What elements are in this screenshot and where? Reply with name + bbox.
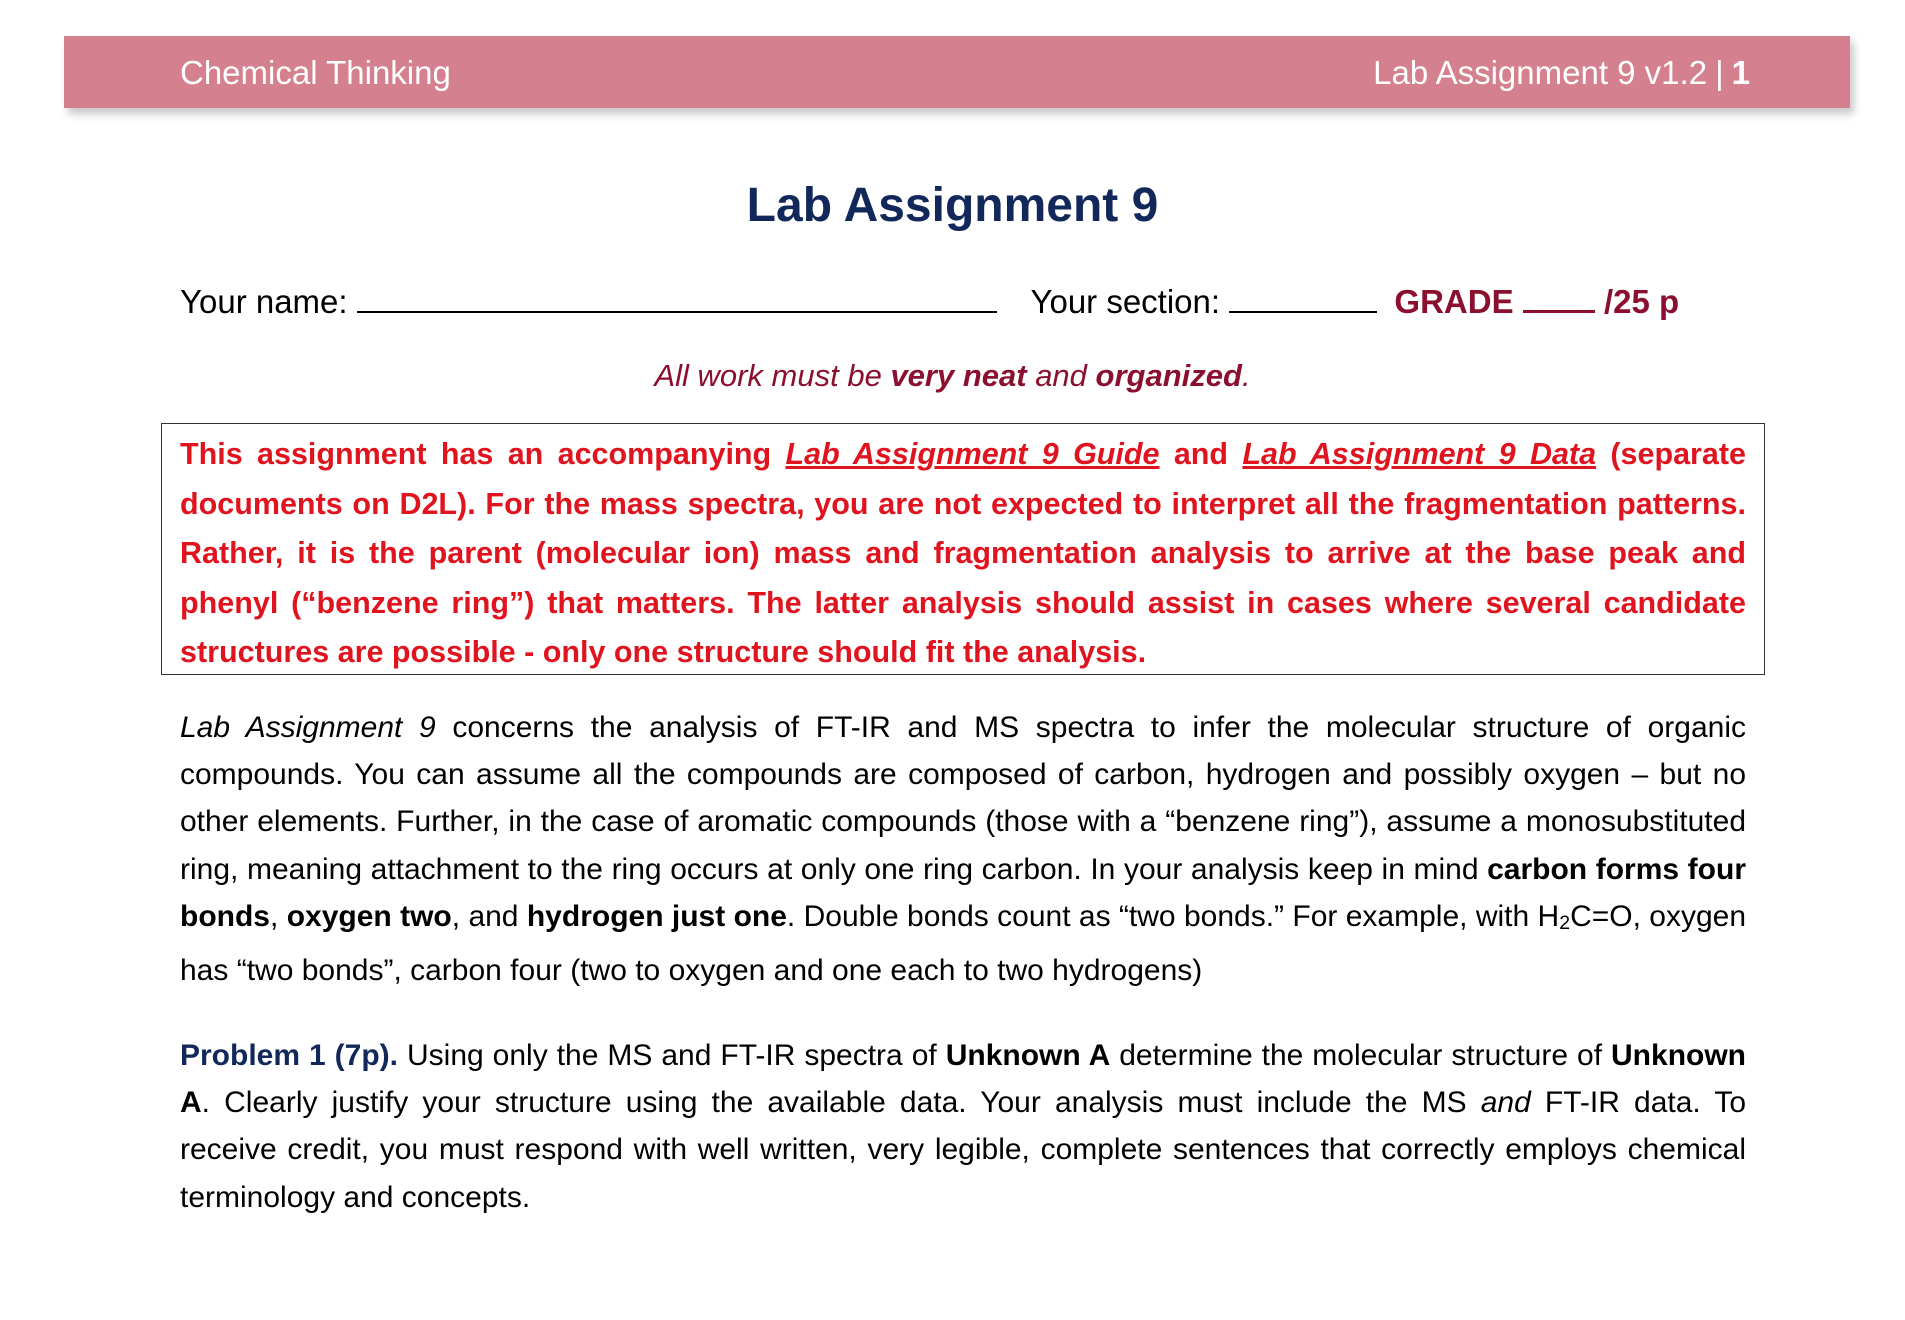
- name-field[interactable]: [357, 281, 997, 313]
- notice-box: [161, 423, 1765, 675]
- header-separator: |: [1715, 54, 1724, 91]
- header-bar: [64, 36, 1850, 108]
- name-line: [180, 280, 1679, 321]
- notice-text: This assignment has an accompanying Lab Assignment 9 Guide and Lab Assignment 9 Data (separate documents on D2L). For the mass spectra, you are not expected to interpret all the fragmentation patterns. Rather, it is the parent (molecular ion) mass and fragmentation analysis to arrive at the base peak and phenyl (“benzene ring”) that matters. The latter analysis should assist in cases where several candidate structures are possible - only one structure should fit the analysis.: [180, 437, 1747, 669]
- grade-total: /25 p: [1603, 283, 1680, 320]
- intro-paragraph: Lab Assignment 9 concerns the analysis of FT-IR and MS spectra to infer the molecular structure of organic compounds. You can assume all the compounds are composed of carbon, hydrogen and possibly oxygen – but no other elements. Further, in the case of aromatic compounds (those with a “benzene ring”), assume a monosubstituted ring, meaning attachment to the ring occurs at only one ring carbon. In your analysis keep in mind carbon forms four bonds, oxygen two, and hydrogen just one. Double bonds count as “two bonds.” For example, with $H_2C=O$, oxygen has “two bonds”, carbon four (two to oxygen and one each to two hydrogens): [180, 711, 1747, 987]
- section-label: Your section:: [1030, 283, 1221, 320]
- guide-link[interactable]: Lab Assignment 9 Guide: [785, 437, 1160, 471]
- section-field[interactable]: [1229, 281, 1377, 313]
- name-label: Your name:: [180, 283, 348, 320]
- problem-1: Problem 1 (7p). Using only the MS and FT-IR spectra of Unknown A determine the molecular structure of Unknown A. Clearly justify your structure using the available data. Your analysis must include the MS and FT-IR data. To receive credit, you must respond with well written, very legible, complete sentences that correctly employs chemical terminology and concepts.: [180, 1039, 1747, 1214]
- neatness-note: All work must be very neat and organized.: [654, 358, 1251, 393]
- page-title: Lab Assignment 9: [746, 179, 1159, 232]
- doc-label: Lab Assignment 9 v1.2: [1373, 54, 1708, 91]
- grade-label: GRADE: [1394, 283, 1514, 320]
- header-right: [1373, 54, 1750, 92]
- grade-field[interactable]: [1523, 280, 1595, 313]
- course-name: Chemical Thinking: [180, 54, 451, 91]
- data-link[interactable]: Lab Assignment 9 Data: [1242, 437, 1597, 471]
- problem-1-label: Problem 1 (7p).: [180, 1039, 399, 1072]
- page-number: 1: [1731, 54, 1750, 91]
